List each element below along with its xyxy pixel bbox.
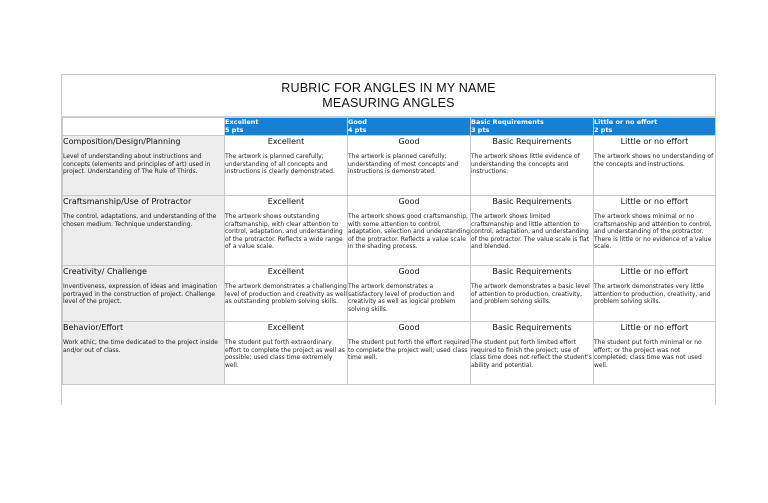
- level-label: Good: [348, 118, 367, 126]
- rubric-cell: [471, 322, 594, 385]
- cell-description: The artwork shows little evidence of understanding the concepts and instructions.: [471, 153, 580, 176]
- title-line-2: MEASURING ANGLES: [322, 96, 455, 110]
- cell-description: The artwork shows minimal or no craftsmanship and attention to control, and understanding of the protractor. There is little or no evidence of a value scale.: [594, 213, 712, 251]
- criterion-title: Behavior/Effort: [63, 323, 124, 332]
- cell-description: The artwork shows limited craftsmanship and little attention to control, adaptation, and understanding of the protractor. The value scale is flat and blended.: [471, 213, 590, 251]
- rubric-cell: [225, 136, 348, 196]
- cell-level: Good: [398, 267, 420, 276]
- cell-level: Little or no effort: [620, 267, 689, 276]
- criterion-title: Composition/Design/Planning: [63, 137, 181, 146]
- level-points: 2 pts: [594, 126, 613, 134]
- cell-level: Little or no effort: [620, 197, 689, 206]
- rubric-cell: [348, 136, 471, 196]
- cell-description: The artwork shows good craftsmanship, with some attention to control, adaptation, selection and understanding of the protractor. Reflects a value scale in the shading process.: [348, 213, 470, 251]
- cell-description: The artwork is planned carefully; understanding of all concepts and instructions is clearly demonstrated.: [225, 153, 335, 176]
- cell-description: The artwork shows outstanding craftsmanship, with clear attention to control, adaptation, and understanding of the protractor. Reflects a wide range of a value scale.: [225, 213, 343, 251]
- level-label: Excellent: [225, 118, 259, 126]
- cell-level: Little or no effort: [620, 137, 689, 146]
- cell-level: Basic Requirements: [492, 137, 572, 146]
- cell-level: Basic Requirements: [492, 267, 572, 276]
- level-label: Basic Requirements: [471, 118, 544, 126]
- rubric-cell: [594, 322, 716, 385]
- table-row: [63, 322, 716, 385]
- rubric-cell: [471, 196, 594, 266]
- cell-level: Little or no effort: [620, 323, 689, 332]
- cell-level: Excellent: [267, 137, 305, 146]
- criterion-title: Craftsmanship/Use of Protractor: [63, 197, 192, 206]
- cell-description: The student put forth extraordinary effort to complete the project as well as possible; used class time extremely well.: [225, 339, 345, 369]
- cell-level: Good: [398, 323, 420, 332]
- criterion-description: The control, adaptations, and understanding of the chosen medium. Technique understanding.: [63, 213, 217, 228]
- cell-description: The artwork is planned carefully; understanding of most concepts and instructions is demonstrated.: [348, 153, 459, 176]
- level-points: 5 pts: [225, 126, 244, 134]
- criterion-description: Level of understanding about instructions and concepts (elements and principles of art) used in project. Understanding of The Rule of Thirds.: [63, 153, 211, 176]
- header-level-basic: [471, 118, 594, 136]
- cell-level: Excellent: [267, 323, 305, 332]
- cell-level: Basic Requirements: [492, 197, 572, 206]
- cell-level: Excellent: [267, 267, 305, 276]
- criterion-title: Creativity/ Challenge: [63, 267, 147, 276]
- header-level-good: [348, 118, 471, 136]
- rubric-cell: [225, 322, 348, 385]
- rubric-cell: [594, 266, 716, 322]
- cell-description: The artwork demonstrates very little attention to production, creativity, and problem solving skills.: [594, 283, 711, 306]
- level-label: Little or no effort: [594, 118, 658, 126]
- header-row: [63, 118, 716, 136]
- header-corner: [63, 118, 225, 136]
- cell-description: The artwork demonstrates a basic level of attention to production, creativity, and problem solving skills.: [471, 283, 590, 306]
- rubric-cell: [594, 136, 716, 196]
- criterion-cell: [63, 196, 225, 266]
- rubric-cell: [225, 266, 348, 322]
- cell-level: Excellent: [267, 197, 305, 206]
- cell-level: Basic Requirements: [492, 323, 572, 332]
- level-points: 4 pts: [348, 126, 367, 134]
- rubric-cell: [225, 196, 348, 266]
- table-row: [63, 266, 716, 322]
- rubric-cell: [348, 322, 471, 385]
- level-points: 3 pts: [471, 126, 490, 134]
- criterion-cell: [63, 322, 225, 385]
- header-level-excellent: [225, 118, 348, 136]
- rubric-cell: [348, 266, 471, 322]
- criterion-cell: [63, 136, 225, 196]
- cell-description: The artwork shows no understanding of the concepts and instructions.: [594, 153, 714, 168]
- table-row: [63, 136, 716, 196]
- criterion-cell: [63, 266, 225, 322]
- cell-level: Good: [398, 197, 420, 206]
- cell-level: Good: [398, 137, 420, 146]
- criterion-description: Work ethic; the time dedicated to the project inside and/or out of class.: [63, 339, 218, 354]
- rubric-cell: [594, 196, 716, 266]
- table-row: [63, 196, 716, 266]
- cell-description: The student put forth limited effort required to finish the project; use of class time does not reflect the student's ability and potential.: [471, 339, 592, 369]
- cell-description: The artwork demonstrates a satisfactory level of production and creativity as well as logical problem solving skills.: [348, 283, 456, 313]
- cell-description: The student put forth minimal or no effort; or the project was not completed; class time was not used well.: [594, 339, 702, 369]
- header-level-little: [594, 118, 716, 136]
- rubric-document: [61, 74, 716, 405]
- criterion-description: Inventiveness, expression of ideas and imagination portrayed in the construction of project. Challenge level of the project.: [63, 283, 218, 306]
- rubric-title: [62, 81, 715, 111]
- rubric-cell: [471, 136, 594, 196]
- cell-description: The artwork demonstrates a challenging level of production and creativity as well as outstanding problem solving skills.: [225, 283, 347, 306]
- title-line-1: RUBRIC FOR ANGLES IN MY NAME: [281, 81, 496, 95]
- rubric-cell: [348, 196, 471, 266]
- rubric-table: [62, 117, 716, 385]
- cell-description: The student put forth the effort required to complete the project well; used class time well.: [348, 339, 470, 362]
- rubric-cell: [471, 266, 594, 322]
